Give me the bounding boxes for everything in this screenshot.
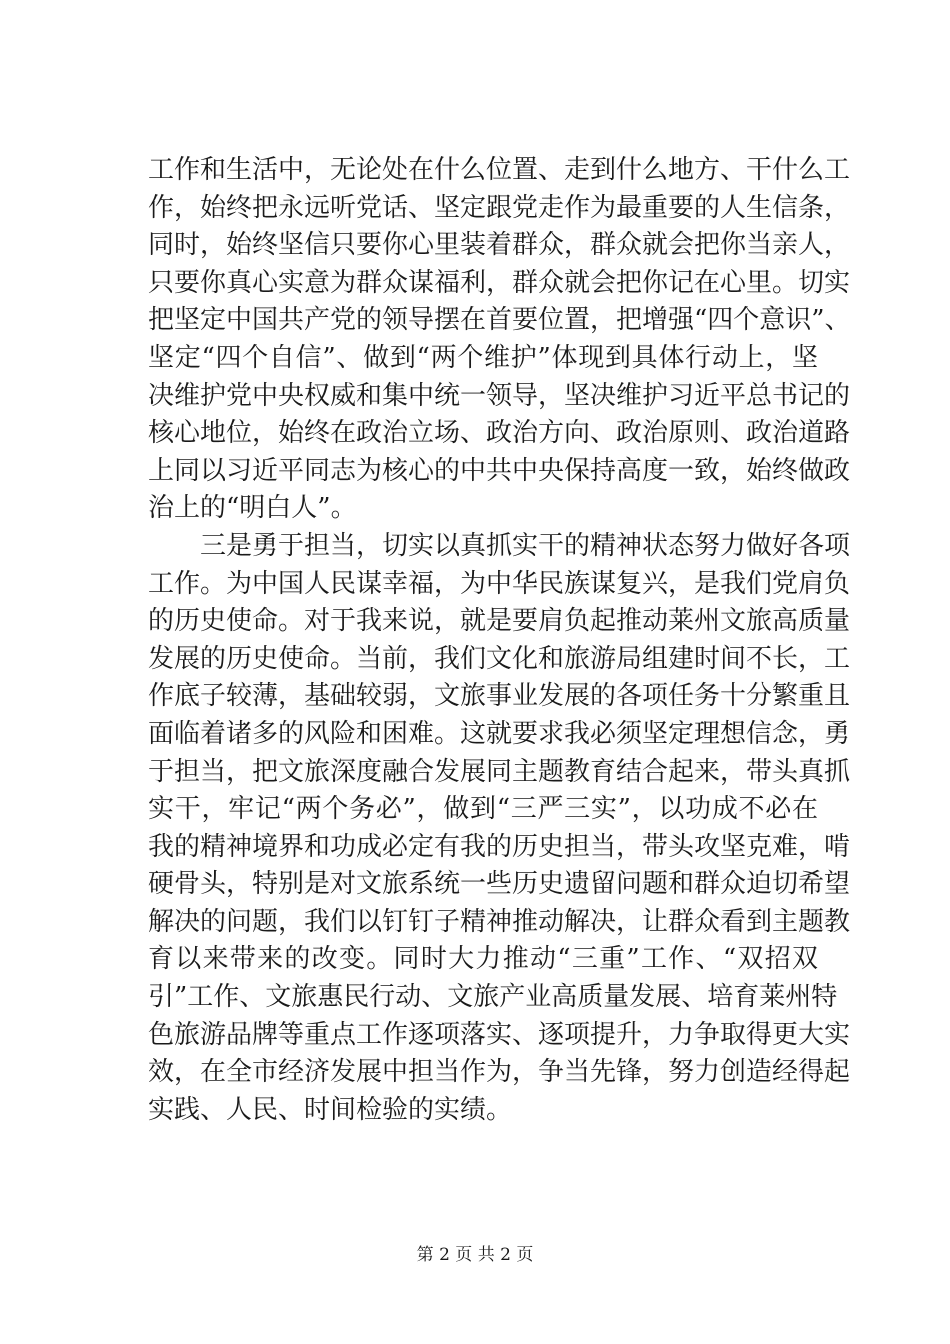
text-line: 我的精神境界和功成必定有我的历史担当，带头攻坚克难，啃 [148, 831, 851, 862]
text-line: 上同以习近平同志为核心的中共中央保持高度一致，始终做政 [148, 455, 851, 486]
text-line: 硬骨头，特别是对文旅系统一些历史遗留问题和群众迫切希望 [148, 869, 851, 900]
text-line: 三是勇于担当，切实以真抓实干的精神状态努力做好各项 [200, 530, 851, 561]
text-line: 解决的问题，我们以钉钉子精神推动解决，让群众看到主题教 [148, 906, 851, 937]
text-line: 决维护党中央权威和集中统一领导，坚决维护习近平总书记的 [148, 380, 851, 411]
text-line: 的历史使命。对于我来说，就是要肩负起推动莱州文旅高质量 [148, 606, 851, 637]
text-line: 治上的“明白人”。 [148, 493, 357, 524]
text-line: 发展的历史使命。当前，我们文化和旅游局组建时间不长，工 [148, 643, 851, 674]
text-line: 同时，始终坚信只要你心里装着群众，群众就会把你当亲人， [148, 230, 851, 261]
text-line: 实干，牢记“两个务必”，做到“三严三实”，以功成不必在 [148, 794, 818, 825]
text-line: 引”工作、文旅惠民行动、文旅产业高质量发展、培育莱州特 [148, 982, 838, 1013]
text-line: 工作和生活中，无论处在什么位置、走到什么地方、干什么工 [148, 155, 851, 185]
document-body [148, 152, 851, 1129]
text-line: 把坚定中国共产党的领导摆在首要位置，把增强“四个意识”、 [148, 305, 851, 336]
text-line: 坚定“四个自信”、做到“两个维护”体现到具体行动上，坚 [148, 342, 818, 373]
text-line: 育以来带来的改变。同时大力推动“三重”工作、“双招双 [148, 944, 818, 975]
text-line: 于担当，把文旅深度融合发展同主题教育结合起来，带头真抓 [148, 756, 851, 787]
paragraph-2 [148, 528, 851, 1130]
text-line: 核心地位，始终在政治立场、政治方向、政治原则、政治道路 [148, 418, 851, 449]
text-line: 实践、人民、时间检验的实绩。 [148, 1094, 513, 1125]
text-line: 效，在全市经济发展中担当作为，争当先锋，努力创造经得起 [148, 1057, 851, 1088]
text-line: 作，始终把永远听党话、坚定跟党走作为最重要的人生信条， [148, 192, 851, 223]
text-line: 工作。为中国人民谋幸福，为中华民族谋复兴，是我们党肩负 [148, 568, 851, 599]
page-number-footer: 第 2 页 共 2 页 [416, 1245, 534, 1265]
text-line: 只要你真心实意为群众谋福利，群众就会把你记在心里。切实 [148, 267, 851, 298]
text-line: 作底子较薄，基础较弱，文旅事业发展的各项任务十分繁重且 [148, 681, 851, 712]
text-line: 色旅游品牌等重点工作逐项落实、逐项提升，力争取得更大实 [148, 1019, 851, 1050]
paragraph-1 [148, 152, 851, 528]
text-line: 面临着诸多的风险和困难。这就要求我必须坚定理想信念，勇 [148, 718, 851, 749]
